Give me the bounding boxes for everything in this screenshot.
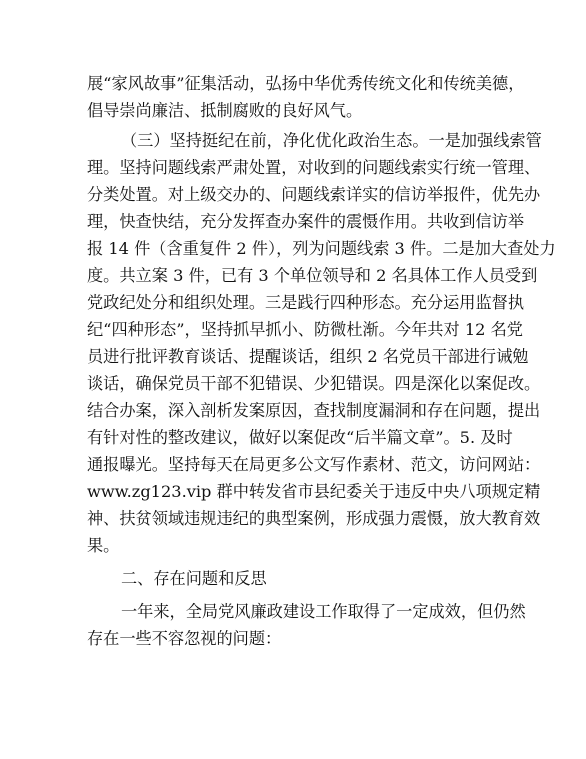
text-line-20: 一年来，全局党风廉政建设工作取得了一定成效，但仍然 <box>121 602 526 621</box>
text-line-17: 神、扶贫领域违规违纪的典型案例，形成强力震慑，放大教育效 <box>87 509 541 528</box>
text-line-15: 通报曝光。坚持每天在局更多公文写作素材、范文，访问网站： <box>87 455 541 474</box>
text-line-13: 结合办案，深入剖析发案原因，查找制度漏洞和存在问题，提出 <box>87 401 541 420</box>
text-line-2: 倡导崇尚廉洁、抵制腐败的良好风气。 <box>87 101 363 120</box>
section-3-heading-line: （三）坚持挺纪在前，净化优化政治生态。一是加强线索管 <box>121 131 542 150</box>
text-line-11: 员进行批评教育谈话、提醒谈话，组织 2 名党员干部进行诫勉 <box>87 347 529 366</box>
text-line-16: www.zg123.vip 群中转发省市县纪委关于违反中央八项规定精 <box>87 482 541 501</box>
text-line-6: 理，快查快结，充分发挥查办案件的震慑作用。共收到信访举 <box>87 212 525 231</box>
text-line-18: 果。 <box>87 536 120 555</box>
text-line-21: 存在一些不容忽视的问题： <box>87 629 282 648</box>
text-line-12: 谈话，确保党员干部不犯错误、少犯错误。四是深化以案促改。 <box>87 374 541 393</box>
text-line-10: 纪“四种形态”，坚持抓早抓小、防微杜渐。今年共对 12 名党 <box>87 320 523 339</box>
text-line-1: 展“家风故事”征集活动，弘扬中华优秀传统文化和传统美德， <box>87 74 525 93</box>
text-line-4: 理。坚持问题线索严肃处置，对收到的问题线索实行统一管理、 <box>87 158 541 177</box>
text-line-7: 报 14 件（含重复件 2 件），列为问题线索 3 件。二是加大查处力 <box>87 239 556 258</box>
text-line-9: 党政纪处分和组织处理。三是践行四种形态。充分运用监督执 <box>87 293 525 312</box>
text-line-14: 有针对性的整改建议，做好以案促改“后半篇文章”。5. 及时 <box>87 428 513 447</box>
text-line-5: 分类处置。对上级交办的、问题线索详实的信访举报件，优先办 <box>87 185 541 204</box>
text-line-8: 度。共立案 3 件，已有 3 个单位领导和 2 名具体工作人员受到 <box>87 266 538 285</box>
section-2-heading: 二、存在问题和反思 <box>121 569 267 588</box>
